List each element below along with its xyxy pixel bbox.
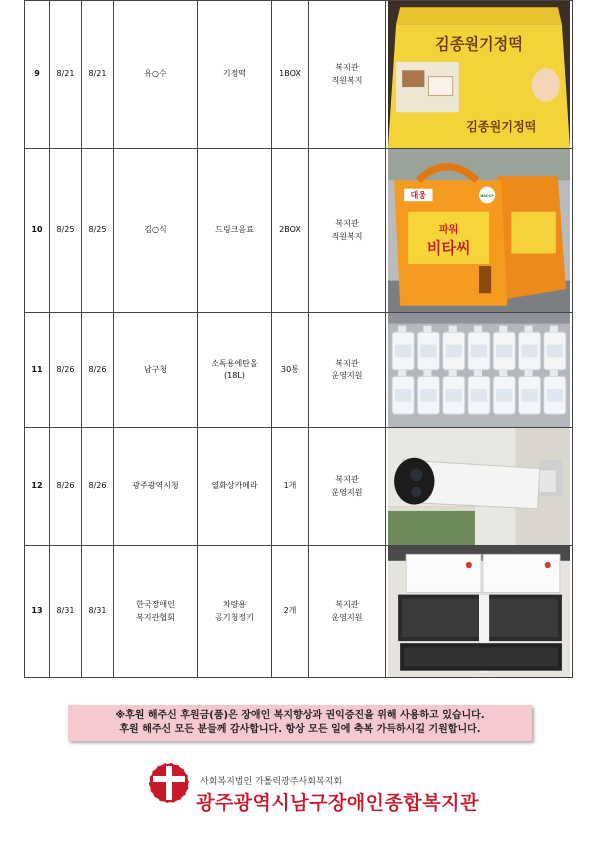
notice-line-1: ※후원 해주신 후원금(품)은 장애인 복지향상과 권익증진을 위해 사용하고 있습니다. (115, 709, 485, 721)
donor-name: 김○식 (114, 149, 198, 313)
receipt-date: 8/21 (50, 1, 82, 149)
registration-date: 8/31 (82, 546, 114, 678)
donated-item (198, 546, 272, 678)
svg-text:비타씨: 비타씨 (426, 239, 471, 258)
registration-date: 8/25 (82, 149, 114, 313)
svg-text:김종원기정떡: 김종원기정떡 (435, 35, 523, 54)
table-row (25, 313, 573, 428)
donation-ledger-table (24, 0, 573, 678)
usage-line: 운영지원 (331, 612, 363, 622)
usage (309, 546, 386, 678)
table-row (25, 546, 573, 678)
donor-line: 복지관협회 (136, 612, 175, 622)
item-line: (18L) (224, 371, 245, 380)
quantity: 30통 (272, 313, 309, 428)
usage-line: 복지관 (335, 475, 359, 485)
receipt-date: 8/26 (50, 313, 82, 428)
usage-line: 운영지원 (331, 371, 363, 380)
quantity: 2BOX (272, 149, 309, 313)
organization-name: 광주광역시남구장애인종합복지관 (196, 792, 479, 814)
donor-name: 광주광역시청 (114, 428, 198, 546)
quantity: 2개 (272, 546, 309, 678)
thermal-camera-photo (388, 428, 570, 545)
donor-name: 유○수 (114, 1, 198, 149)
row-number: 11 (25, 313, 50, 428)
donor-line: 한국장애인 (136, 600, 175, 610)
row-number: 13 (25, 546, 50, 678)
svg-text:HACCP: HACCP (480, 194, 494, 199)
usage-line: 운영지원 (331, 487, 363, 497)
usage-line: 복지관 (335, 358, 359, 368)
usage (309, 313, 386, 428)
catholic-cross-logo-icon (148, 762, 190, 804)
usage-line: 직원복지 (331, 75, 363, 85)
table-row (25, 149, 573, 313)
photo-cell (386, 149, 573, 313)
svg-text:김종원기정떡: 김종원기정떡 (466, 119, 537, 135)
photo-cell (386, 428, 573, 546)
receipt-date: 8/25 (50, 149, 82, 313)
air-purifier-photo (388, 546, 570, 677)
row-number: 10 (25, 149, 50, 313)
item-line: 차량용 (222, 600, 247, 610)
parent-organization-name: 사회복지법인 가톨릭광주사회복지회 (200, 777, 342, 787)
item-line: 공기청정기 (215, 612, 254, 622)
ethanol-containers-photo (388, 313, 570, 427)
notice-line-2: 후원 해주신 모든 분들께 감사합니다. 항상 모든 일에 축복 가득하시길 기원합니다. (119, 724, 481, 735)
row-number: 12 (25, 428, 50, 546)
svg-text:대웅: 대웅 (410, 189, 427, 201)
table-row (25, 428, 573, 546)
usage-line: 복지관 (335, 600, 359, 610)
registration-date: 8/21 (82, 1, 114, 149)
donated-item (198, 313, 272, 428)
receipt-date: 8/26 (50, 428, 82, 546)
svg-text:파워: 파워 (438, 223, 459, 236)
table-row (25, 1, 573, 149)
donated-item: 드링크음료 (198, 149, 272, 313)
row-number: 9 (25, 1, 50, 149)
donation-notice-banner (68, 705, 532, 741)
photo-cell (386, 1, 573, 149)
usage (309, 149, 386, 313)
rice-cake-box-photo (388, 1, 570, 148)
donated-item: 열화상카메라 (198, 428, 272, 546)
donated-item: 기정떡 (198, 1, 272, 149)
photo-cell (386, 313, 573, 428)
photo-cell (386, 546, 573, 678)
usage-line: 복지관 (335, 63, 359, 73)
usage-line: 직원복지 (331, 231, 363, 241)
quantity: 1개 (272, 428, 309, 546)
usage (309, 1, 386, 149)
vitamin-drink-box-photo (388, 149, 570, 312)
donor-name (114, 546, 198, 678)
usage (309, 428, 386, 546)
registration-date: 8/26 (82, 313, 114, 428)
donor-name: 남구청 (114, 313, 198, 428)
registration-date: 8/26 (82, 428, 114, 546)
quantity: 1BOX (272, 1, 309, 149)
usage-line: 복지관 (335, 219, 359, 229)
item-line: 소독용에탄올 (211, 358, 258, 368)
receipt-date: 8/31 (50, 546, 82, 678)
